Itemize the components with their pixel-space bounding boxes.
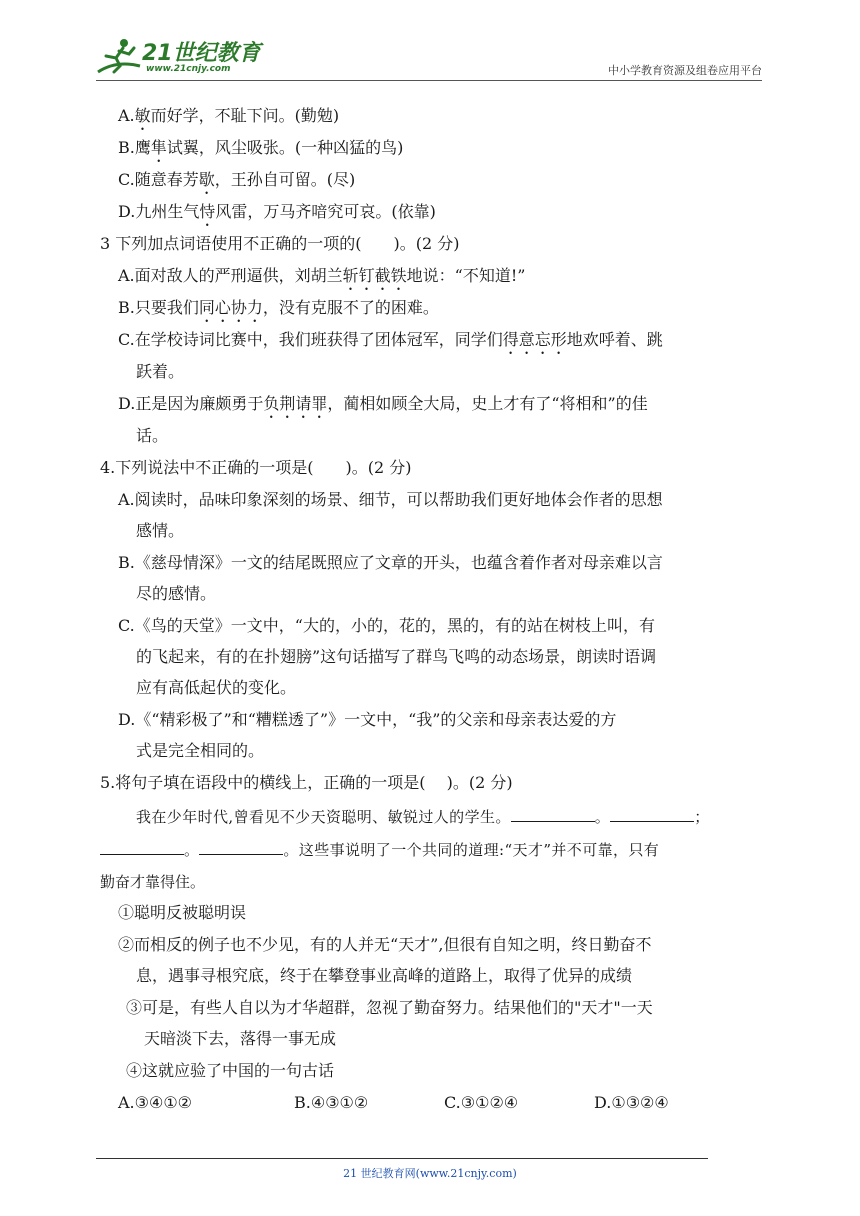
q4-stem: 4.下列说法中不正确的一项是( )。(2 分)	[100, 458, 412, 477]
q4-option-c: C.《鸟的天堂》一文中，“大的，小的，花的，黑的，有的站在树枝上叫，有	[118, 616, 655, 635]
q5-option-d[interactable]: D.①③②④	[594, 1093, 669, 1112]
q5-option-b[interactable]: B.④③①②	[294, 1093, 369, 1112]
logo	[96, 34, 266, 78]
logo-text: 21世纪教育	[142, 41, 261, 66]
q3-option-a: A.面对敌人的严刑逼供，刘胡兰斩钉截铁地说：“不知道!”	[118, 266, 526, 285]
q4-option-a-cont: 感情。	[136, 521, 185, 540]
platform-name: 中小学教育资源及组卷应用平台	[608, 64, 762, 77]
q5-option-a[interactable]: A.③④①②	[118, 1093, 193, 1112]
q4-option-b: B.《慈母情深》一文的结尾既照应了文章的开头，也蕴含着作者对母亲难以言	[118, 553, 663, 572]
q5-sentence-2: ②而相反的例子也不少见，有的人并无“天才”,但很有自知之明，终日勤奋不	[118, 935, 652, 954]
runner-logo-icon	[96, 36, 142, 76]
q5-passage-line2: 。 。这些事说明了一个共同的道理:“天才”并不可靠，只有	[100, 840, 659, 860]
q3-option-d-cont: 话。	[136, 426, 169, 445]
prev-option-b: B.鹰隼试翼，风尘吸张。(一种凶猛的鸟)	[118, 138, 404, 157]
q4-option-d-cont: 式是完全相同的。	[136, 741, 265, 760]
q3-option-c: C.在学校诗词比赛中，我们班获得了团体冠军，同学们得意忘形地欢呼着、跳	[118, 330, 663, 349]
q5-sentence-3-cont: 天暗淡下去，落得一事无成	[144, 1029, 337, 1048]
prev-option-a: A.敏而好学，不耻下问。(勤勉)	[118, 106, 340, 125]
q4-option-b-cont: 尽的感情。	[136, 584, 217, 603]
q5-blank-2[interactable]	[610, 807, 694, 822]
q4-option-c-cont2: 应有高低起伏的变化。	[136, 678, 297, 697]
prev-option-d: D.九州生气恃风雷，万马齐喑究可哀。(依靠)	[118, 202, 436, 221]
q3-option-c-cont: 跃着。	[136, 362, 185, 381]
q3-option-b: B.只要我们同心协力，没有克服不了的困难。	[118, 298, 439, 317]
q5-sentence-3: ③可是，有些人自以为才华超群，忽视了勤奋努力。结果他们的"天才"一天	[126, 998, 653, 1017]
logo-url: www.21cnjy.com	[146, 64, 231, 74]
q5-option-c[interactable]: C.③①②④	[444, 1093, 519, 1112]
q3-stem: 3 下列加点词语使用不正确的一项的( )。(2 分)	[100, 234, 460, 253]
page-header	[96, 34, 762, 80]
q5-stem: 5.将句子填在语段中的横线上，正确的一项是( )。(2 分)	[100, 773, 513, 792]
q5-passage-line1: 我在少年时代,曾看见不少天资聪明、敏锐过人的学生。 。 ；	[136, 808, 710, 826]
q5-sentence-1: ①聪明反被聪明误	[118, 903, 247, 922]
q4-option-a: A.阅读时，品味印象深刻的场景、细节，可以帮助我们更好地体会作者的思想	[118, 490, 663, 509]
q4-option-d: D.《“精彩极了”和“糟糕透了”》一文中，“我”的父亲和母亲表达爱的方	[118, 710, 617, 729]
q5-blank-4[interactable]	[199, 840, 283, 855]
q5-blank-1[interactable]	[511, 807, 595, 822]
q5-sentence-4: ④这就应验了中国的一句古话	[126, 1061, 335, 1080]
q5-sentence-2-cont: 息，遇事寻根究底，终于在攀登事业高峰的道路上，取得了优异的成绩	[136, 966, 633, 985]
q4-option-c-cont1: 的飞起来，有的在扑翅膀”这句话描写了群鸟飞鸣的动态场景，朗读时语调	[136, 647, 657, 666]
q3-option-d: D.正是因为廉颇勇于负荆请罪，蔺相如顾全大局，史上才有了“将相和”的佳	[118, 394, 648, 413]
q5-options	[118, 1093, 714, 1113]
q5-passage-line3: 勤奋才靠得住。	[100, 873, 206, 891]
q5-blank-3[interactable]	[100, 840, 184, 855]
footer-divider	[96, 1158, 708, 1159]
header-divider	[96, 80, 762, 81]
footer-text[interactable]: 21 世纪教育网(www.21cnjy.com)	[343, 1167, 517, 1180]
prev-option-c: C.随意春芳歇，王孙自可留。(尽)	[118, 170, 356, 189]
